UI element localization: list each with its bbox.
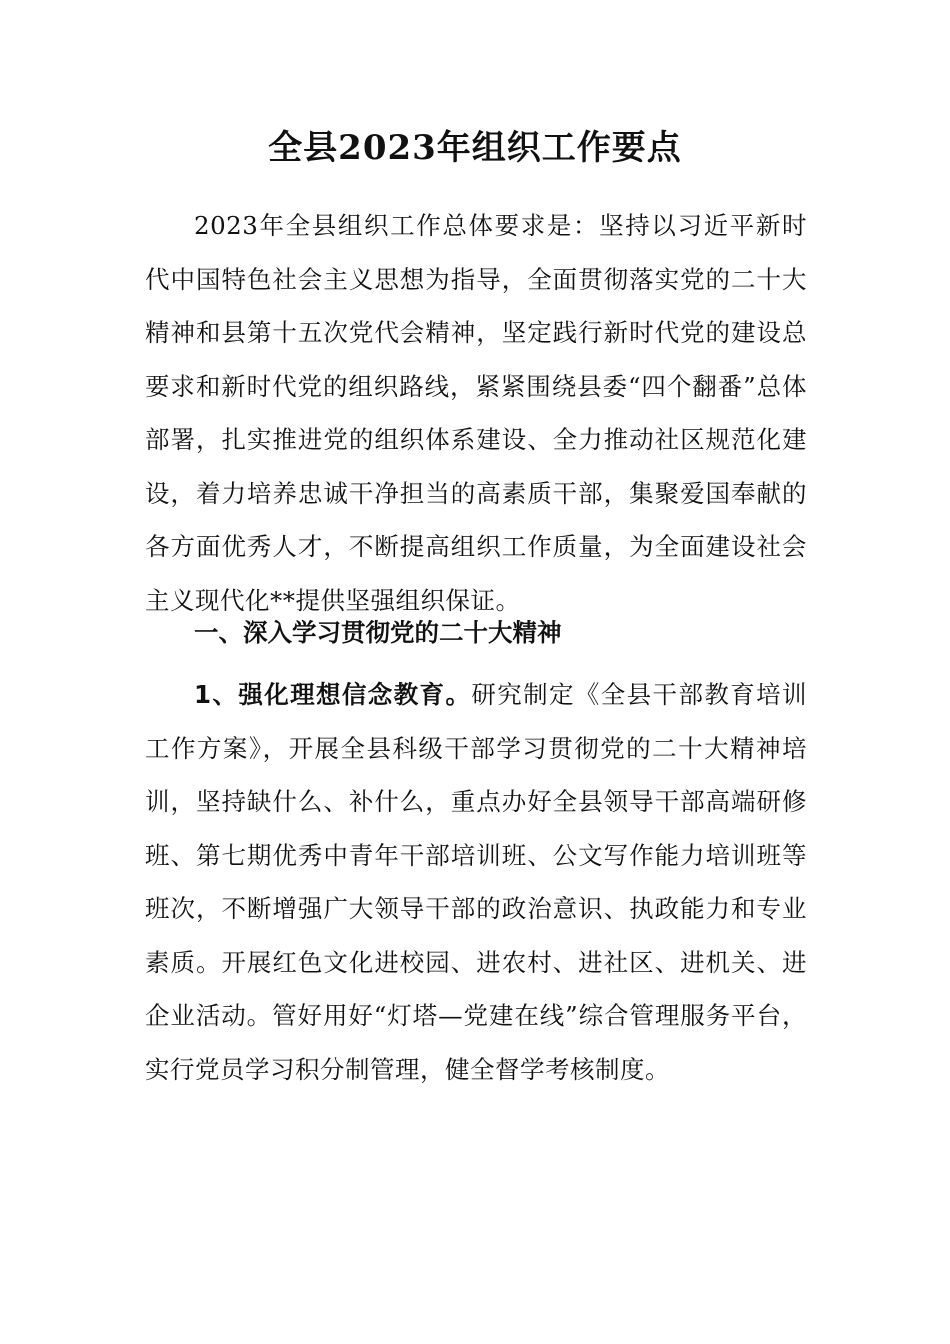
- document-title: 全县2023年组织工作要点: [268, 128, 682, 168]
- section-heading: 一、深入学习贯彻党的二十大精神: [194, 618, 562, 647]
- item-body-text: 研究制定《全县干部教育培训工作方案》，开展全县科级干部学习贯彻党的二十大精神培训，坚持缺什么、补什么，重点办好全县领导干部高端研修班、第七期优秀中青年干部培训班、公文写作能力培训班等班次，不断增强广大领导干部的政治意识、执政能力和专业素质。开展红色文化进校园、进农村、进社区、进机关、进企业活动。管好用好“灯塔—党建在线”综合管理服务平台，实行党员学习积分制管理，健全督学考核制度。: [145, 680, 807, 1084]
- section-item-paragraph: [145, 668, 807, 1096]
- intro-paragraph: 2023年全县组织工作总体要求是：坚持以习近平新时代中国特色社会主义思想为指导，全面贯彻落实党的二十大精神和县第十五次党代会精神，坚定践行新时代党的建设总要求和新时代党的组织路线，紧紧围绕县委“四个翻番”总体部署，扎实推进党的组织体系建设、全力推动社区规范化建设，着力培养忠诚干净担当的高素质干部，集聚爱国奉献的各方面优秀人才，不断提高组织工作质量，为全面建设社会主义现代化**提供坚强组织保证。: [145, 211, 807, 615]
- item-lead-text: 1、强化理想信念教育。: [194, 680, 472, 709]
